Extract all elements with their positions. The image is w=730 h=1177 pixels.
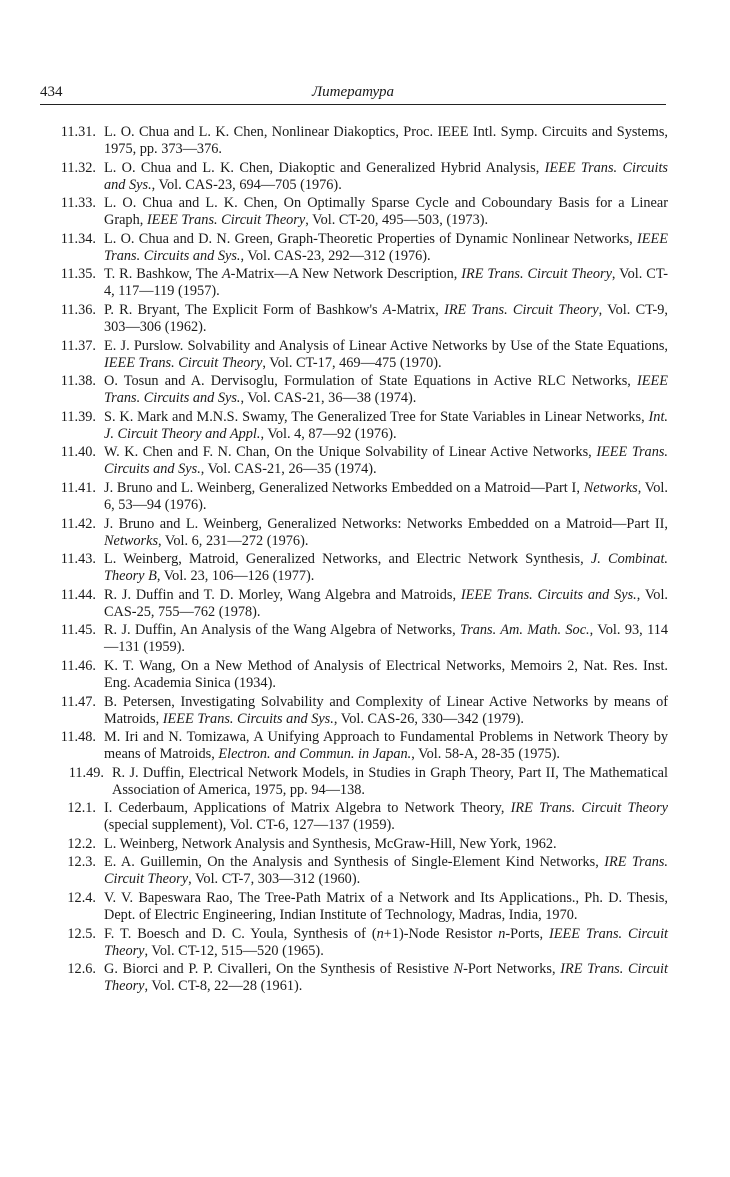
reference-text: V. V. Bapeswara Rao, The Tree-Path Matrix of a Network and Its Applications., Ph. D. Thesis, Dept. of Electric Engineering, Indian Institute of Technology, Madras, India, 1970.: [104, 890, 668, 924]
reference-text: O. Tosun and A. Dervisoglu, Formulation of State Equations in Active RLC Networks, IEEE Trans. Circuits and Sys., Vol. CAS-21, 36—38 (1974).: [104, 373, 668, 407]
reference-text: L. Weinberg, Network Analysis and Synthesis, McGraw-Hill, New York, 1962.: [104, 835, 557, 852]
reference-entry: [0, 444, 730, 478]
reference-entry: [0, 729, 730, 763]
reference-number: 11.44.: [60, 586, 96, 603]
reference-entry: [0, 551, 730, 585]
reference-text: L. O. Chua and D. N. Green, Graph-Theoretic Properties of Dynamic Nonlinear Networks, IEEE Trans. Circuits and Sys., Vol. CAS-23, 292—312 (1976).: [104, 230, 668, 264]
reference-number: 11.32.: [60, 159, 96, 176]
reference-text: E. A. Guillemin, On the Analysis and Synthesis of Single-Element Kind Networks, IRE Trans. Circuit Theory, Vol. CT-7, 303—312 (1960).: [104, 854, 669, 888]
reference-number: 11.37.: [60, 337, 96, 354]
reference-entry: [0, 480, 730, 514]
reference-number: 11.48.: [60, 729, 96, 746]
reference-text: B. Petersen, Investigating Solvability and Complexity of Linear Active Networks by means of Matroids, IEEE Trans. Circuits and Sys., Vol. CAS-26, 330—342 (1979).: [104, 693, 668, 727]
reference-entry: [0, 694, 730, 728]
reference-number: 11.36.: [60, 301, 96, 318]
reference-number: 12.4.: [67, 890, 96, 907]
reference-number: 11.47.: [60, 693, 96, 710]
reference-text: I. Cederbaum, Applications of Matrix Algebra to Network Theory, IRE Trans. Circuit Theory (special supplement), Vol. CT-6, 127—137 (1959).: [104, 800, 668, 834]
reference-number: 11.45.: [60, 622, 96, 639]
reference-number: 11.49.: [68, 764, 104, 781]
reference-text: L. O. Chua and L. K. Chen, Diakoptic and Generalized Hybrid Analysis, IEEE Trans. Circuits and Sys., Vol. CAS-23, 694—705 (1976).: [104, 159, 668, 193]
reference-text: L. O. Chua and L. K. Chen, On Optimally Sparse Cycle and Coboundary Basis for a Linear Graph, IEEE Trans. Circuit Theory, Vol. CT-20, 495—503, (1973).: [104, 195, 668, 229]
reference-number: 11.31.: [60, 124, 96, 140]
reference-entry: [0, 622, 730, 656]
reference-entry: [0, 836, 730, 853]
reference-text: J. Bruno and L. Weinberg, Generalized Networks Embedded on a Matroid—Part I, Networks, Vol. 6, 53—94 (1976).: [104, 479, 668, 513]
reference-text: K. T. Wang, On a New Method of Analysis of Electrical Networks, Memoirs 2, Nat. Res. Inst. Eng. Academia Sinica (1934).: [104, 657, 668, 691]
reference-number: 11.33.: [60, 195, 96, 212]
reference-number: 12.5.: [67, 925, 96, 942]
reference-number: 11.38.: [60, 373, 96, 390]
reference-number: 11.46.: [60, 657, 96, 674]
reference-number: 11.34.: [60, 230, 96, 247]
reference-entry: [0, 658, 730, 692]
reference-text: G. Biorci and P. P. Civalleri, On the Synthesis of Resistive N-Port Networks, IRE Trans. Circuit Theory, Vol. CT-8, 22—28 (1961).: [104, 961, 668, 995]
reference-entry: [0, 961, 730, 995]
reference-text: W. K. Chen and F. N. Chan, On the Unique Solvability of Linear Active Networks, IEEE Trans. Circuits and Sys., Vol. CAS-21, 26—35 (1974).: [104, 444, 668, 478]
reference-entry: [0, 231, 730, 265]
reference-entry: [0, 926, 730, 960]
reference-number: 12.3.: [67, 854, 96, 871]
reference-text: J. Bruno and L. Weinberg, Generalized Networks: Networks Embedded on a Matroid—Part II, Networks, Vol. 6, 231—272 (1976).: [104, 515, 668, 549]
reference-number: 11.35.: [60, 266, 96, 283]
reference-text: R. J. Duffin, An Analysis of the Wang Algebra of Networks, Trans. Am. Math. Soc., Vol. 93, 114—131 (1959).: [104, 622, 668, 656]
page-header: [40, 84, 666, 104]
reference-number: 11.42.: [60, 515, 96, 532]
reference-entry: [0, 338, 730, 372]
reference-entry: [0, 409, 730, 443]
reference-number: 11.39.: [60, 408, 96, 425]
reference-entry: [0, 124, 730, 158]
reference-entry: [0, 854, 730, 888]
reference-entry: [0, 800, 730, 834]
reference-text: R. J. Duffin and T. D. Morley, Wang Algebra and Matroids, IEEE Trans. Circuits and Sys., Vol. CAS-25, 755—762 (1978).: [104, 586, 668, 620]
reference-entry: [0, 890, 730, 924]
reference-text: P. R. Bryant, The Explicit Form of Bashkow's A-Matrix, IRE Trans. Circuit Theory, Vol. CT-9, 303—306 (1962).: [104, 301, 669, 335]
reference-entry: [0, 302, 730, 336]
reference-entry: [0, 160, 730, 194]
reference-text: L. O. Chua and L. K. Chen, Nonlinear Diakoptics, Proc. IEEE Intl. Symp. Circuits and Systems, 1975, pp. 373—376.: [104, 124, 668, 157]
reference-number: 11.41.: [60, 479, 96, 496]
reference-number: 12.2.: [67, 835, 96, 852]
reference-text: T. R. Bashkow, The A-Matrix—A New Network Description, IRE Trans. Circuit Theory, Vol. CT-4, 117—119 (1957).: [104, 266, 669, 300]
reference-entry: [0, 587, 730, 621]
reference-text: E. J. Purslow. Solvability and Analysis of Linear Active Networks by Use of the State Equations, IEEE Trans. Circuit Theory, Vol. CT-17, 469—475 (1970).: [104, 337, 668, 371]
reference-text: M. Iri and N. Tomizawa, A Unifying Approach to Fundamental Problems in Network Theory by means of Matroids, Electron. and Commun. in Japan., Vol. 58-A, 28-35 (1975).: [104, 729, 668, 763]
reference-text: R. J. Duffin, Electrical Network Models, in Studies in Graph Theory, Part II, The Mathematical Association of America, 1975, pp. 94—138.: [112, 764, 668, 798]
reference-entry: [0, 195, 730, 229]
running-title: Литература: [311, 84, 395, 100]
reference-entry: [0, 266, 730, 300]
reference-text: F. T. Boesch and D. C. Youla, Synthesis of (n+1)-Node Resistor n-Ports, IEEE Trans. Circuit Theory, Vol. CT-12, 515—520 (1965).: [104, 925, 669, 959]
reference-number: 12.6.: [67, 961, 96, 978]
reference-text: S. K. Mark and M.N.S. Swamy, The Generalized Tree for State Variables in Linear Networks, Int. J. Circuit Theory and Appl., Vol. 4, 87—92 (1976).: [104, 408, 668, 442]
reference-entry: [0, 516, 730, 550]
reference-entry: [0, 373, 730, 407]
reference-number: 11.43.: [60, 551, 96, 568]
header-rule: [40, 104, 666, 105]
reference-number: 11.40.: [60, 444, 96, 461]
reference-number: 12.1.: [67, 800, 96, 817]
reference-text: L. Weinberg, Matroid, Generalized Networks, and Electric Network Synthesis, J. Combinat. Theory B, Vol. 23, 106—126 (1977).: [104, 551, 668, 585]
page-number: 434: [40, 84, 63, 100]
reference-entry: [0, 765, 730, 799]
reference-list: [0, 124, 730, 997]
